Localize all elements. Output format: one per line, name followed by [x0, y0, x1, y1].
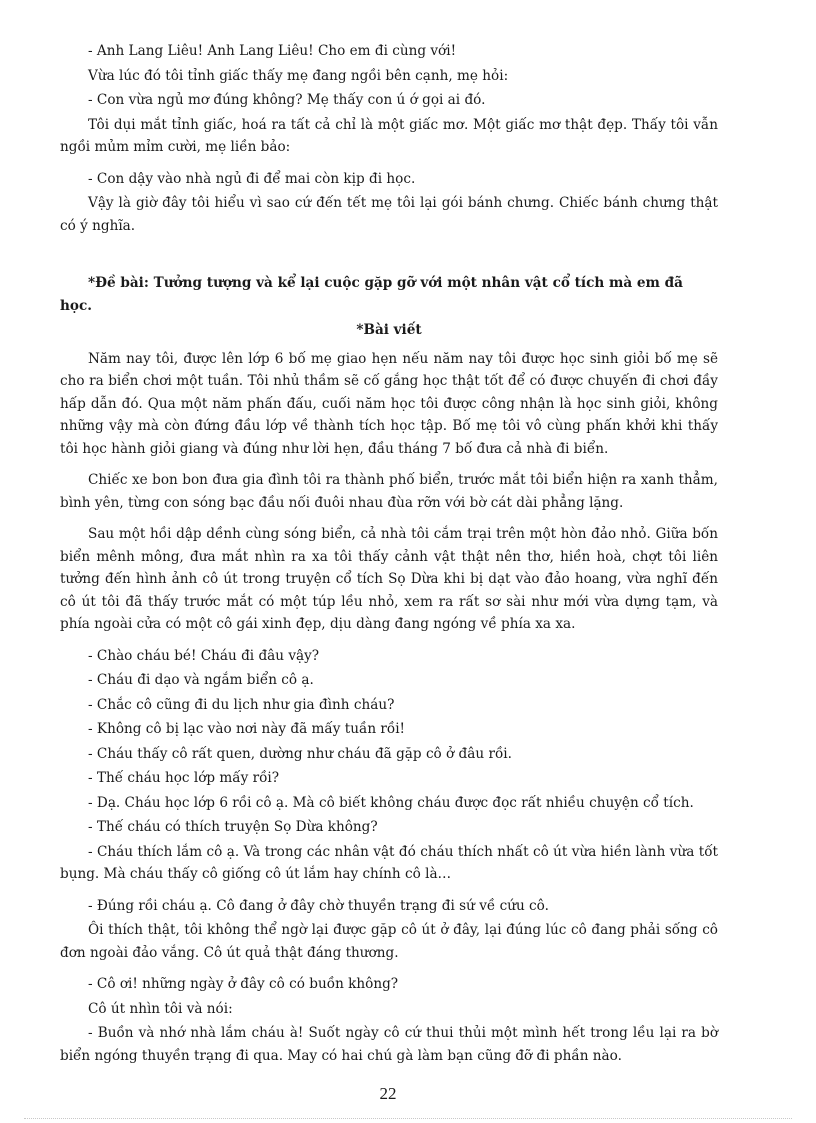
dialogue-line: - Thế cháu có thích truyện Sọ Dừa không? [88, 819, 378, 835]
essay-heading: *Bài viết [356, 322, 422, 338]
dialogue-line: - Chắc cô cũng đi du lịch như gia đình cháu? [88, 696, 395, 713]
paragraph: Sau một hồi dập dềnh cùng sóng biển, cả nhà tôi cắm trại trên một hòn đảo nhỏ. Giữa bốn biển mênh mông, đưa mắt nhìn ra xa tôi thấy cảnh vật thật nên thơ, hiền hoà, chợt tôi liên tưởng đến hình ảnh cô út trong truyện cổ tích Sọ Dừa khi bị dạt vào đảo hoang, vừa nghĩ đến cô út tôi đã thấy trước mắt có một túp lều nhỏ, xem ra rất sơ sài như mới vừa dựng tạm, và phía ngoài cửa có một cô gái xinh đẹp, dịu dàng đang ngóng về phía xa xa. [60, 526, 718, 632]
paragraph: Năm nay tôi, được lên lớp 6 bố mẹ giao hẹn nếu năm nay tôi được học sinh giỏi bố mẹ sẽ cho ra biển chơi một tuần. Tôi nhủ thầm sẽ cố gắng học thật tốt để có được chuyến đi chơi đầy hấp dẫn đó. Qua một năm phấn đấu, cuối năm học tôi được công nhận là học sinh giỏi, không những vậy mà còn đứng đầu lớp về thành tích học tập. Bố mẹ tôi vô cùng phấn khởi khi thấy tôi học hành giỏi giang và đúng như lời hẹn, đầu tháng 7 bố đưa cả nhà đi biển. [60, 350, 718, 457]
dialogue-line: - Không cô bị lạc vào nơi này đã mấy tuần rồi! [88, 721, 406, 737]
document-page [60, 40, 718, 1076]
dialogue-line: - Đúng rồi cháu ạ. Cô đang ở đây chờ thuyền trạng đi sứ về cứu cô. [88, 897, 549, 914]
paragraph: Vậy là giờ đây tôi hiểu vì sao cứ đến tết mẹ tôi lại gói bánh chưng. Chiếc bánh chưng thật có ý nghĩa. [60, 195, 718, 234]
section-gap [60, 246, 718, 272]
dialogue-line: - Dạ. Cháu học lớp 6 rồi cô ạ. Mà cô biết không cháu được đọc rất nhiều chuyện cổ tích. [88, 794, 694, 811]
paragraph: Chiếc xe bon bon đưa gia đình tôi ra thành phố biển, trước mắt tôi biển hiện ra xanh thẳm, bình yên, từng con sóng bạc đầu nối đuôi nhau đùa rỡn với bờ cát dài phẳng lặng. [60, 472, 718, 511]
paragraph: Vừa lúc đó tôi tỉnh giấc thấy mẹ đang ngồi bên cạnh, mẹ hỏi: [88, 67, 509, 84]
paragraph: Ôi thích thật, tôi không thể ngờ lại được gặp cô út ở đây, lại đúng lúc cô đang phải sống cô đơn ngoài đảo vắng. Cô út quả thật đáng thương. [60, 922, 718, 961]
dialogue-line: - Buồn và nhớ nhà lắm cháu à! Suốt ngày cô cứ thui thủi một mình hết trong lều lại ra bờ biển ngóng thuyền trạng đi qua. May có hai chú gà làm bạn cũng đỡ đi phần nào. [60, 1025, 718, 1064]
paragraph: Tôi dụi mắt tỉnh giấc, hoá ra tất cả chỉ là một giấc mơ. Một giấc mơ thật đẹp. Thấy tôi vẫn ngồi mủm mỉm cười, mẹ liền bảo: [60, 116, 718, 155]
page-bottom-divider [24, 1118, 792, 1119]
paragraph: - Con vừa ngủ mơ đúng không? Mẹ thấy con ú ớ gọi ai đó. [88, 92, 486, 108]
paragraph: - Anh Lang Liêu! Anh Lang Liêu! Cho em đi cùng với! [88, 43, 457, 59]
dialogue-line: - Cô ơi! những ngày ở đây cô có buồn không? [88, 976, 399, 992]
dialogue-line: - Thế cháu học lớp mấy rồi? [88, 770, 280, 786]
dialogue-line: - Cháu thấy cô rất quen, dường như cháu đã gặp cô ở đâu rồi. [88, 745, 512, 762]
page-number: 22 [379, 1084, 397, 1103]
dialogue-line: - Cháu thích lắm cô ạ. Và trong các nhân vật đó cháu thích nhất cô út vừa hiền lành vừa tốt bụng. Mà cháu thấy cô giống cô út lắm hay chính cô là… [60, 843, 718, 882]
paragraph: - Con dậy vào nhà ngủ đi để mai còn kịp đi học. [88, 170, 416, 187]
dialogue-line: - Chào cháu bé! Cháu đi đâu vậy? [88, 647, 320, 664]
dialogue-line: - Cháu đi dạo và ngắm biển cô ạ. [88, 672, 314, 688]
assignment-heading: *Đề bài: Tưởng tượng và kể lại cuộc gặp gỡ với một nhân vật cổ tích mà em đã học. [60, 275, 683, 314]
paragraph: Cô út nhìn tôi và nói: [88, 1000, 233, 1017]
